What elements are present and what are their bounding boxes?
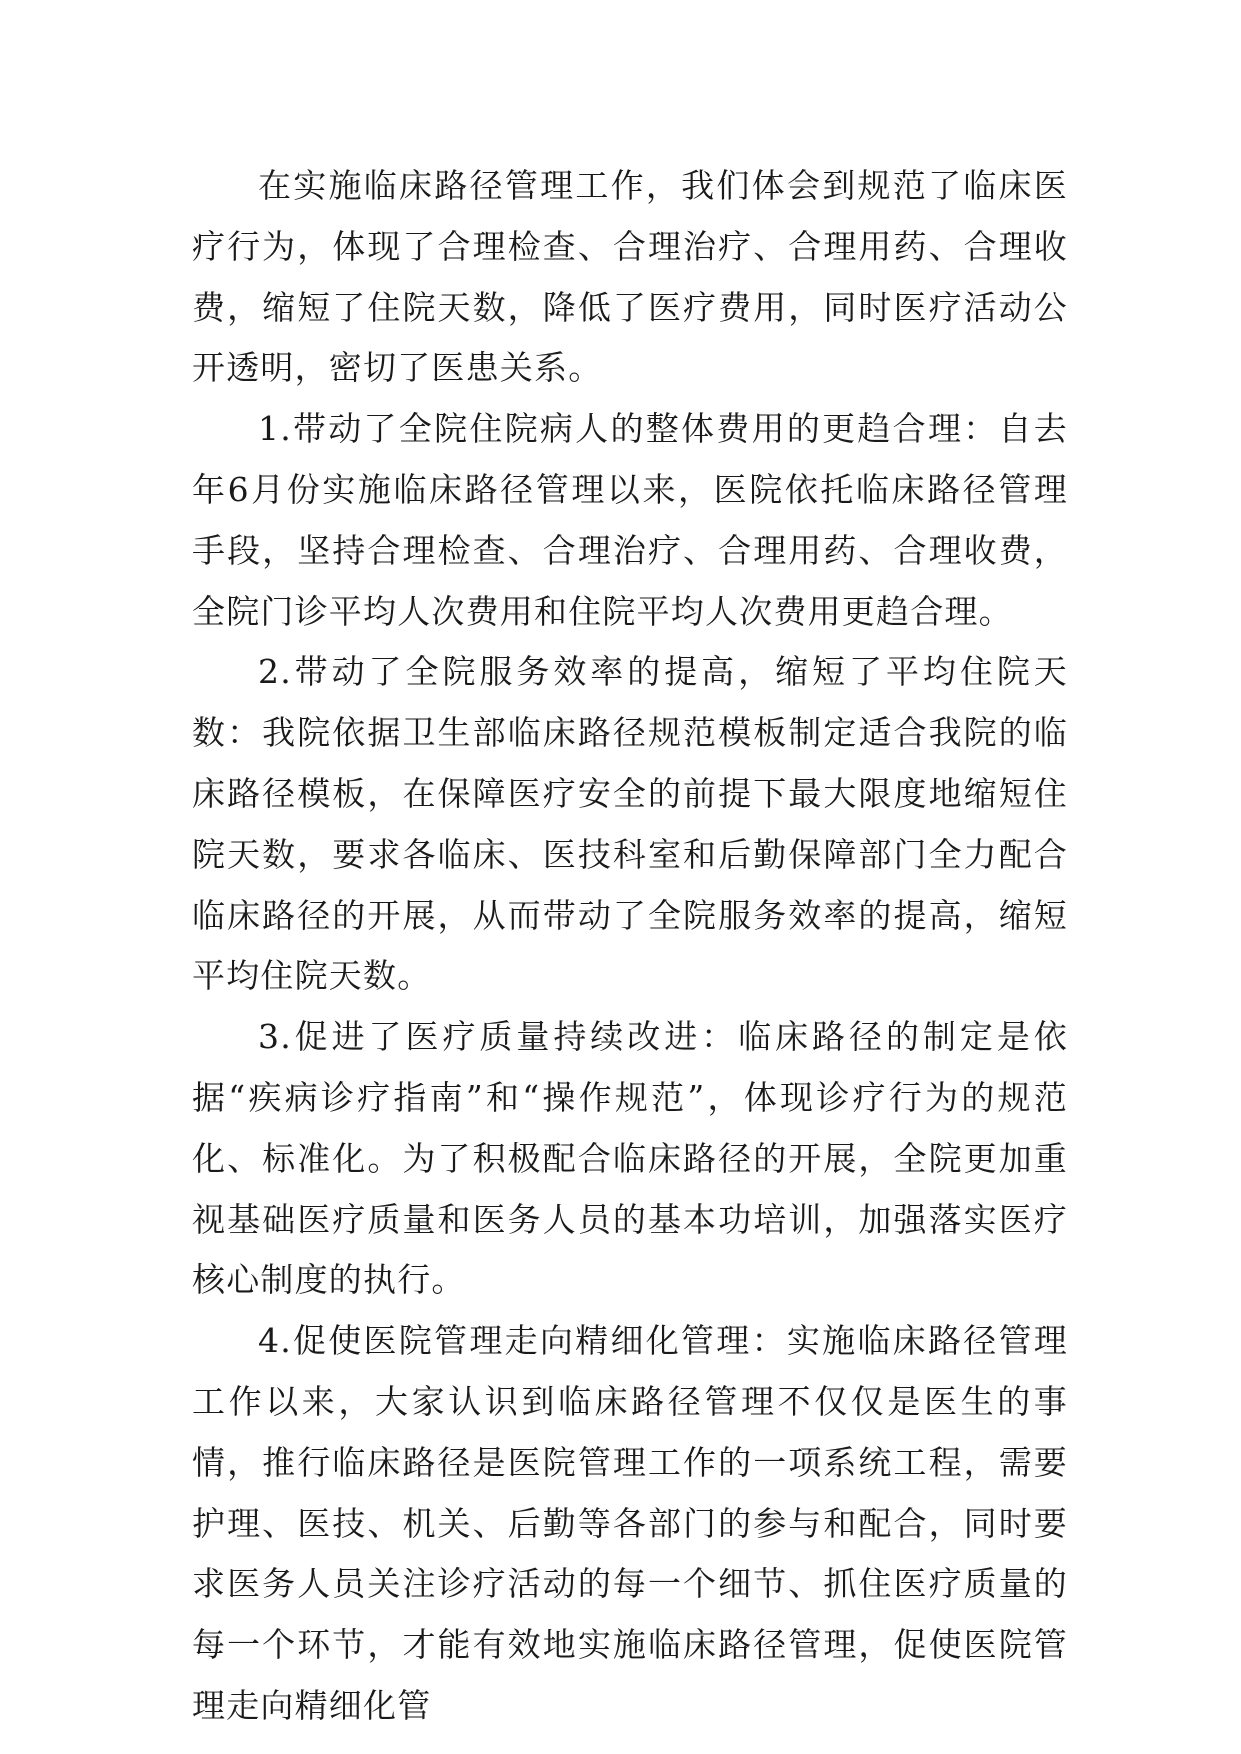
paragraph-item-4: 4.促使医院管理走向精细化管理：实施临床路径管理工作以来，大家认识到临床路径管理不仅仅是医生的事情，推行临床路径是医院管理工作的一项系统工程，需要护理、医技、机关、后勤等各部门的参与和配合，同时要求医务人员关注诊疗活动的每一个细节、抓住医疗质量的每一个环节，才能有效地实施临床路径管理，促使医院管理走向精细化管 [192, 1321, 1068, 1725]
paragraph-item-2: 2.带动了全院服务效率的提高，缩短了平均住院天数：我院依据卫生部临床路径规范模板制定适合我院的临床路径模板，在保障医疗安全的前提下最大限度地缩短住院天数，要求各临床、医技科室和后勤保障部门全力配合临床路径的开展，从而带动了全院服务效率的提高，缩短平均住院天数。 [192, 652, 1068, 996]
paragraph-item-1: 1.带动了全院住院病人的整体费用的更趋合理：自去年6月份实施临床路径管理以来，医院依托临床路径管理手段，坚持合理检查、合理治疗、合理用药、合理收费，全院门诊平均人次费用和住院平均人次费用更趋合理。 [192, 409, 1068, 631]
document-body [192, 156, 1068, 1737]
paragraph-item-3: 3.促进了医疗质量持续改进：临床路径的制定是依据“疾病诊疗指南”和“操作规范”，体现诊疗行为的规范化、标准化。为了积极配合临床路径的开展，全院更加重视基础医疗质量和医务人员的基本功培训，加强落实医疗核心制度的执行。 [192, 1017, 1068, 1300]
paragraph-intro: 在实施临床路径管理工作，我们体会到规范了临床医疗行为，体现了合理检查、合理治疗、合理用药、合理收费，缩短了住院天数，降低了医疗费用，同时医疗活动公开透明，密切了医患关系。 [192, 166, 1068, 388]
